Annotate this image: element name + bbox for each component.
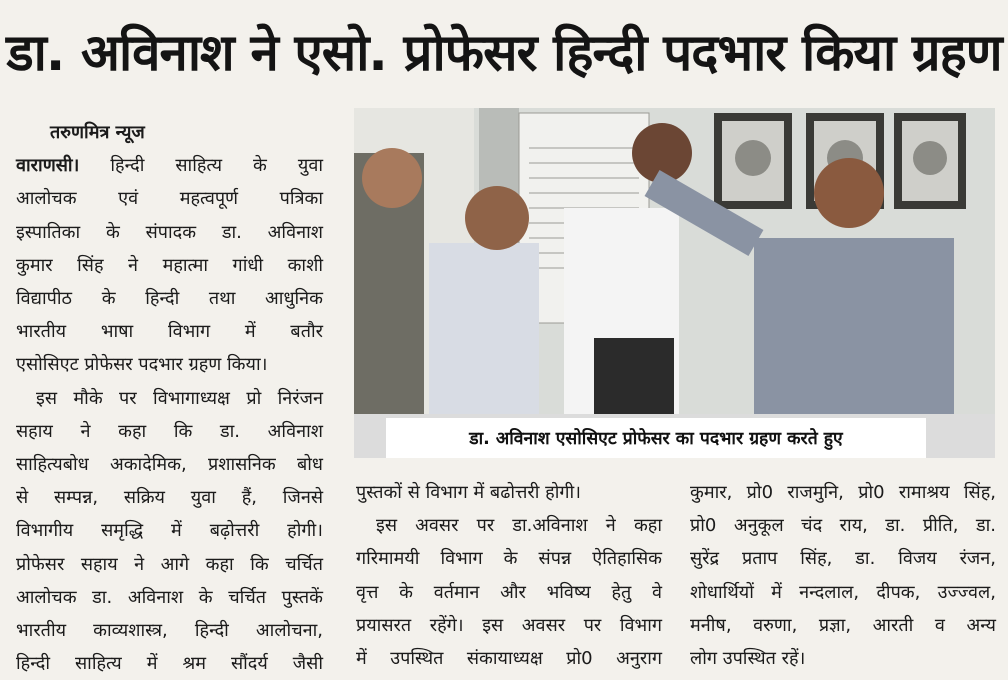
byline: तरुणमित्र न्यूज bbox=[50, 122, 145, 143]
article-line: प्रयासरत रहेंगे। इस अवसर पर विभाग bbox=[356, 614, 662, 636]
article-line: आलोचक एवं महत्वपूर्ण पत्रिका bbox=[16, 188, 323, 210]
article-line: पुस्तकों से विभाग में बढोत्तरी होगी। bbox=[356, 482, 582, 503]
article-line: सुरेंद्र प्रताप सिंह, डा. विजय रंजन, bbox=[690, 548, 996, 570]
article-line: विद्यापीठ के हिन्दी तथा आधुनिक bbox=[16, 288, 323, 310]
article-line: सहाय ने कहा कि डा. अविनाश bbox=[16, 420, 323, 442]
article-column-2 bbox=[356, 476, 662, 675]
article-line: भारतीय काव्यशास्त्र, हिन्दी आलोचना, bbox=[16, 620, 323, 642]
article-line: इस्पातिका के संपादक डा. अविनाश bbox=[16, 221, 323, 243]
article-line: इस मौके पर विभागाध्यक्ष प्रो निरंजन bbox=[36, 387, 323, 409]
article-line: कुमार, प्रो0 राजमुनि, प्रो0 रामाश्रय सिंह, bbox=[690, 482, 996, 503]
article-column-1 bbox=[16, 116, 323, 680]
news-photo-illustration bbox=[354, 108, 995, 414]
article-line: साहित्यबोध अकादेमिक, प्रशासनिक बोध bbox=[16, 454, 323, 476]
article-line: हिन्दी साहित्य में श्रम सौंदर्य जैसी bbox=[16, 653, 323, 675]
article-line bbox=[16, 149, 323, 182]
article-line: शोधार्थियों में नन्दलाल, दीपक, उज्ज्वल, bbox=[690, 581, 996, 603]
article-line: में उपस्थित संकायाध्यक्ष प्रो0 अनुराग bbox=[356, 648, 662, 670]
article-line: कुमार सिंह ने महात्मा गांधी काशी bbox=[16, 254, 323, 276]
article-line: प्रो0 अनुकूल चंद राय, डा. प्रीति, डा. bbox=[690, 515, 996, 537]
headline: डा. अविनाश ने एसो. प्रोफेसर हिन्दी पदभार किया ग्रहण bbox=[6, 24, 1002, 83]
article-line: आलोचक डा. अविनाश के चर्चित पुस्तकें bbox=[16, 586, 323, 608]
article-line: एसोसिएट प्रोफेसर पदभार ग्रहण किया। bbox=[16, 354, 268, 376]
article-column-3 bbox=[690, 476, 996, 675]
photo-caption: डा. अविनाश एसोसिएट प्रोफेसर का पदभार ग्रहण करते हुए bbox=[386, 418, 926, 458]
article-line: विभागीय समृद्धि में बढ़ोत्तरी होगी। bbox=[16, 520, 323, 542]
news-photo bbox=[354, 108, 995, 414]
dateline: वाराणसी। bbox=[16, 155, 80, 177]
article-line: मनीष, वरुणा, प्रज्ञा, आरती व अन्य bbox=[690, 614, 996, 636]
article-line: प्रोफेसर सहाय ने आगे कहा कि चर्चित bbox=[16, 553, 323, 575]
article-line: गरिमामयी विभाग के संपन्न ऐतिहासिक bbox=[356, 548, 662, 570]
article-line: वृत्त के वर्तमान और भविष्य हेतु वे bbox=[356, 581, 662, 603]
article-line: भारतीय भाषा विभाग में बतौर bbox=[16, 321, 323, 343]
article-line-text: हिन्दी साहित्य के युवा bbox=[79, 155, 323, 177]
article-line: लोग उपस्थित रहें। bbox=[690, 648, 806, 670]
article-line: इस अवसर पर डा.अविनाश ने कहा bbox=[376, 515, 662, 537]
article-line: से सम्पन्न, सक्रिय युवा हैं, जिनसे bbox=[16, 487, 323, 509]
